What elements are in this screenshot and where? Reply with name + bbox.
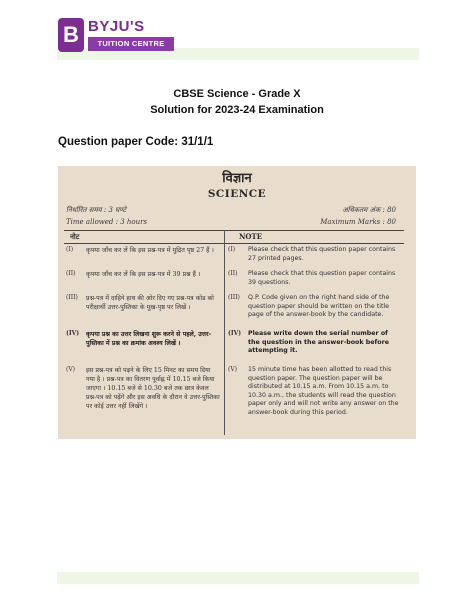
note-text-english: Please check that this question paper contains 27 printed pages. xyxy=(248,246,396,262)
paper-code: Question paper Code: 31/1/1 xyxy=(58,136,214,148)
note-number-english: (II) xyxy=(228,270,238,277)
notes-header-hindi: नोट xyxy=(70,232,80,241)
logo-mark: B xyxy=(58,18,84,52)
note-text-english: Please write down the serial number of the question in the answer-book before attempting it. xyxy=(248,330,389,354)
question-paper-scan xyxy=(58,166,416,439)
column-divider xyxy=(224,230,225,435)
note-number-hindi: (III) xyxy=(66,294,78,301)
time-allowed-english: Time allowed : 3 hours xyxy=(66,218,148,226)
bottom-band xyxy=(57,572,419,584)
time-allowed-hindi: निर्धारित समय : 3 घण्टे xyxy=(66,206,127,214)
note-number-hindi: (II) xyxy=(66,270,76,277)
max-marks-english: Maximum Marks : 80 xyxy=(320,218,396,226)
notes-header xyxy=(64,230,404,244)
note-number-english: (V) xyxy=(228,366,238,373)
note-number-hindi: (IV) xyxy=(66,330,80,337)
max-marks-hindi: अधिकतम अंक : 80 xyxy=(342,206,396,214)
byjus-logo xyxy=(58,18,174,56)
logo-subtitle: TUITION CENTRE xyxy=(88,37,174,51)
note-text-hindi: कृपया जाँच कर लें कि इस प्रश्न-पत्र में 39 प्रश्न हैं । xyxy=(86,271,201,278)
page-subtitle: Solution for 2023-24 Examination xyxy=(150,104,324,116)
note-text-english: Please check that this question paper contains 39 questions. xyxy=(248,270,396,286)
note-text-hindi: कृपया प्रश्न का उत्तर लिखना शुरू करने से पहले, उत्तर-पुस्तिका में प्रश्न का क्रमांक अवश्य लिखें । xyxy=(86,331,212,347)
note-number-english: (IV) xyxy=(228,330,242,337)
note-number-hindi: (V) xyxy=(66,366,76,373)
page-title: CBSE Science - Grade X xyxy=(173,88,301,100)
note-number-hindi: (I) xyxy=(66,246,74,253)
note-text-english: Q.P. Code given on the right hand side of the question paper should be written on the title page of the answer-book by the candidate. xyxy=(248,294,390,318)
note-text-hindi: कृपया जाँच कर लें कि इस प्रश्न-पत्र में मुद्रित पृष्ठ 27 हैं । xyxy=(86,247,214,254)
note-text-hindi: इस प्रश्न-पत्र को पढ़ने के लिए 15 मिनट का समय दिया गया है । प्रश्न-पत्र का वितरण पूर्वाह्न में 10.15 बजे किया जाएगा । 10.15 बजे से 10.30 बजे तक छात्र केवल प्रश्न-पत्र को पढ़ेंगे और इस अवधि के दौरान वे उत्तर-पुस्तिका पर कोई उत्तर नहीं लिखेंगे । xyxy=(86,367,220,410)
scan-title-hindi: विज्ञान xyxy=(222,171,252,186)
note-text-english: 15 minute time has been allotted to read this question paper. The question paper will be distributed at 10.15 a.m. From 10.15 a.m. to 10.30 a.m., the students will read the question paper only and will not write any answer on the answer-book during this period. xyxy=(248,366,399,416)
logo-name: BYJU'S xyxy=(88,18,145,35)
note-number-english: (I) xyxy=(228,246,236,253)
note-text-hindi: प्रश्न-पत्र में दाहिने हाथ की ओर दिए गए प्रश्न-पत्र कोड को परीक्षार्थी उत्तर-पुस्तिका के मुख-पृष्ठ पर लिखें । xyxy=(86,295,214,311)
notes-header-english: NOTE xyxy=(239,232,263,241)
scan-title-english: SCIENCE xyxy=(207,188,267,200)
note-number-english: (III) xyxy=(228,294,240,301)
